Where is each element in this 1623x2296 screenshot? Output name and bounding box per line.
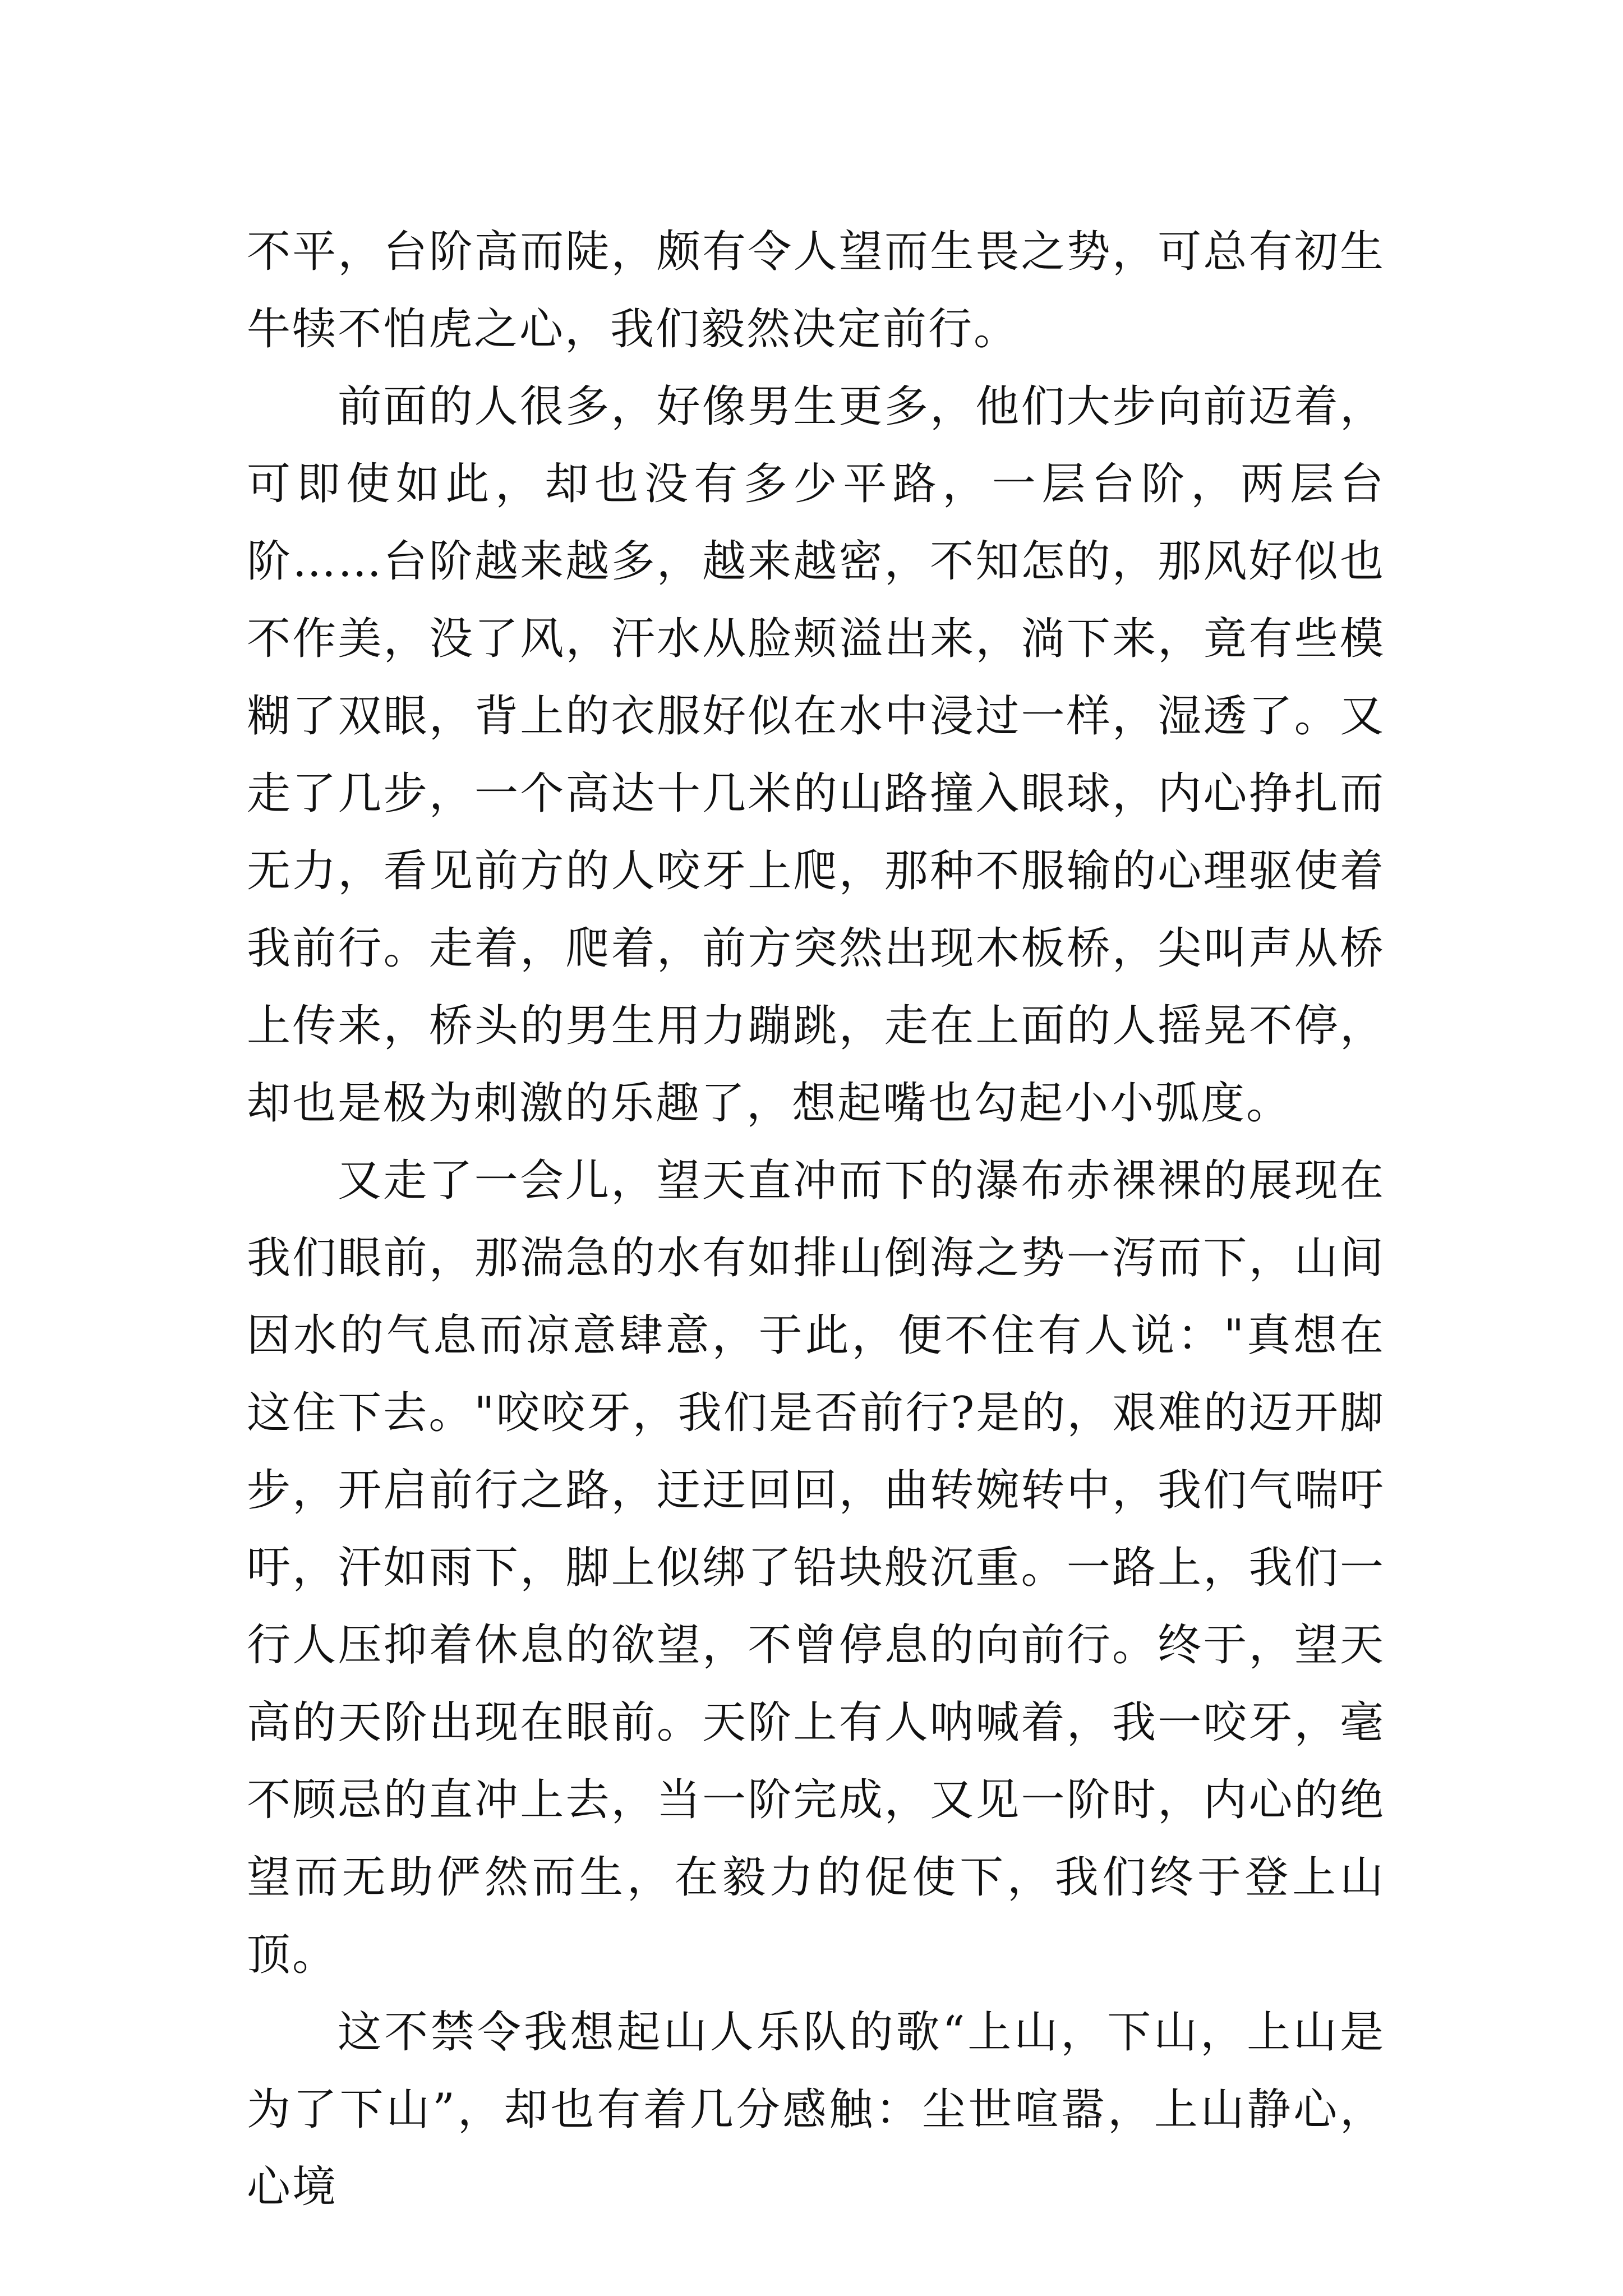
paragraph-2: 前面的人很多，好像男生更多，他们大步向前迈着，可即使如此，却也没有多少平路，一层台阶，两层台阶……台阶越来越多，越来越密，不知怎的，那风好似也不作美，没了风，汗水从脸颊溢出来，淌下来，竟有些模糊了双眼，背上的衣服好似在水中浸过一样，湿透了。又走了几步，一个高达十几米的山路撞入眼球，内心挣扎而无力，看见前方的人咬牙上爬，那种不服输的心理驱使着我前行。走着，爬着，前方突然出现木板桥，尖叫声从桥上传来，桥头的男生用力蹦跳，走在上面的人摇晃不停，却也是极为刺激的乐趣了，想起嘴也勾起小小弧度。 [247, 381, 1385, 1129]
paragraph-4: 这不禁令我想起山人乐队的歌“上山，下山，上山是为了下山”，却也有着几分感触：尘世喧嚣，上山静心，心境 [247, 2007, 1385, 2212]
paragraph-1: 不平，台阶高而陡，颇有令人望而生畏之势，可总有初生牛犊不怕虎之心，我们毅然决定前行。 [247, 227, 1385, 355]
document-body [247, 213, 1385, 2226]
paragraph-3: 又走了一会儿，望天直冲而下的瀑布赤裸裸的展现在我们眼前，那湍急的水有如排山倒海之势一泻而下，山间因水的气息而凉意肆意，于此，便不住有人说："真想在这住下去。"咬咬牙，我们是否前行?是的，艰难的迈开脚步，开启前行之路，迂迂回回，曲转婉转中，我们气喘吁吁，汗如雨下，脚上似绑了铅块般沉重。一路上，我们一行人压抑着休息的欲望，不曾停息的向前行。终于，望天高的天阶出现在眼前。天阶上有人呐喊着，我一咬牙，毫不顾忌的直冲上去，当一阶完成，又见一阶时，内心的绝望而无助俨然而生，在毅力的促使下，我们终于登上山顶。 [247, 1156, 1385, 1980]
